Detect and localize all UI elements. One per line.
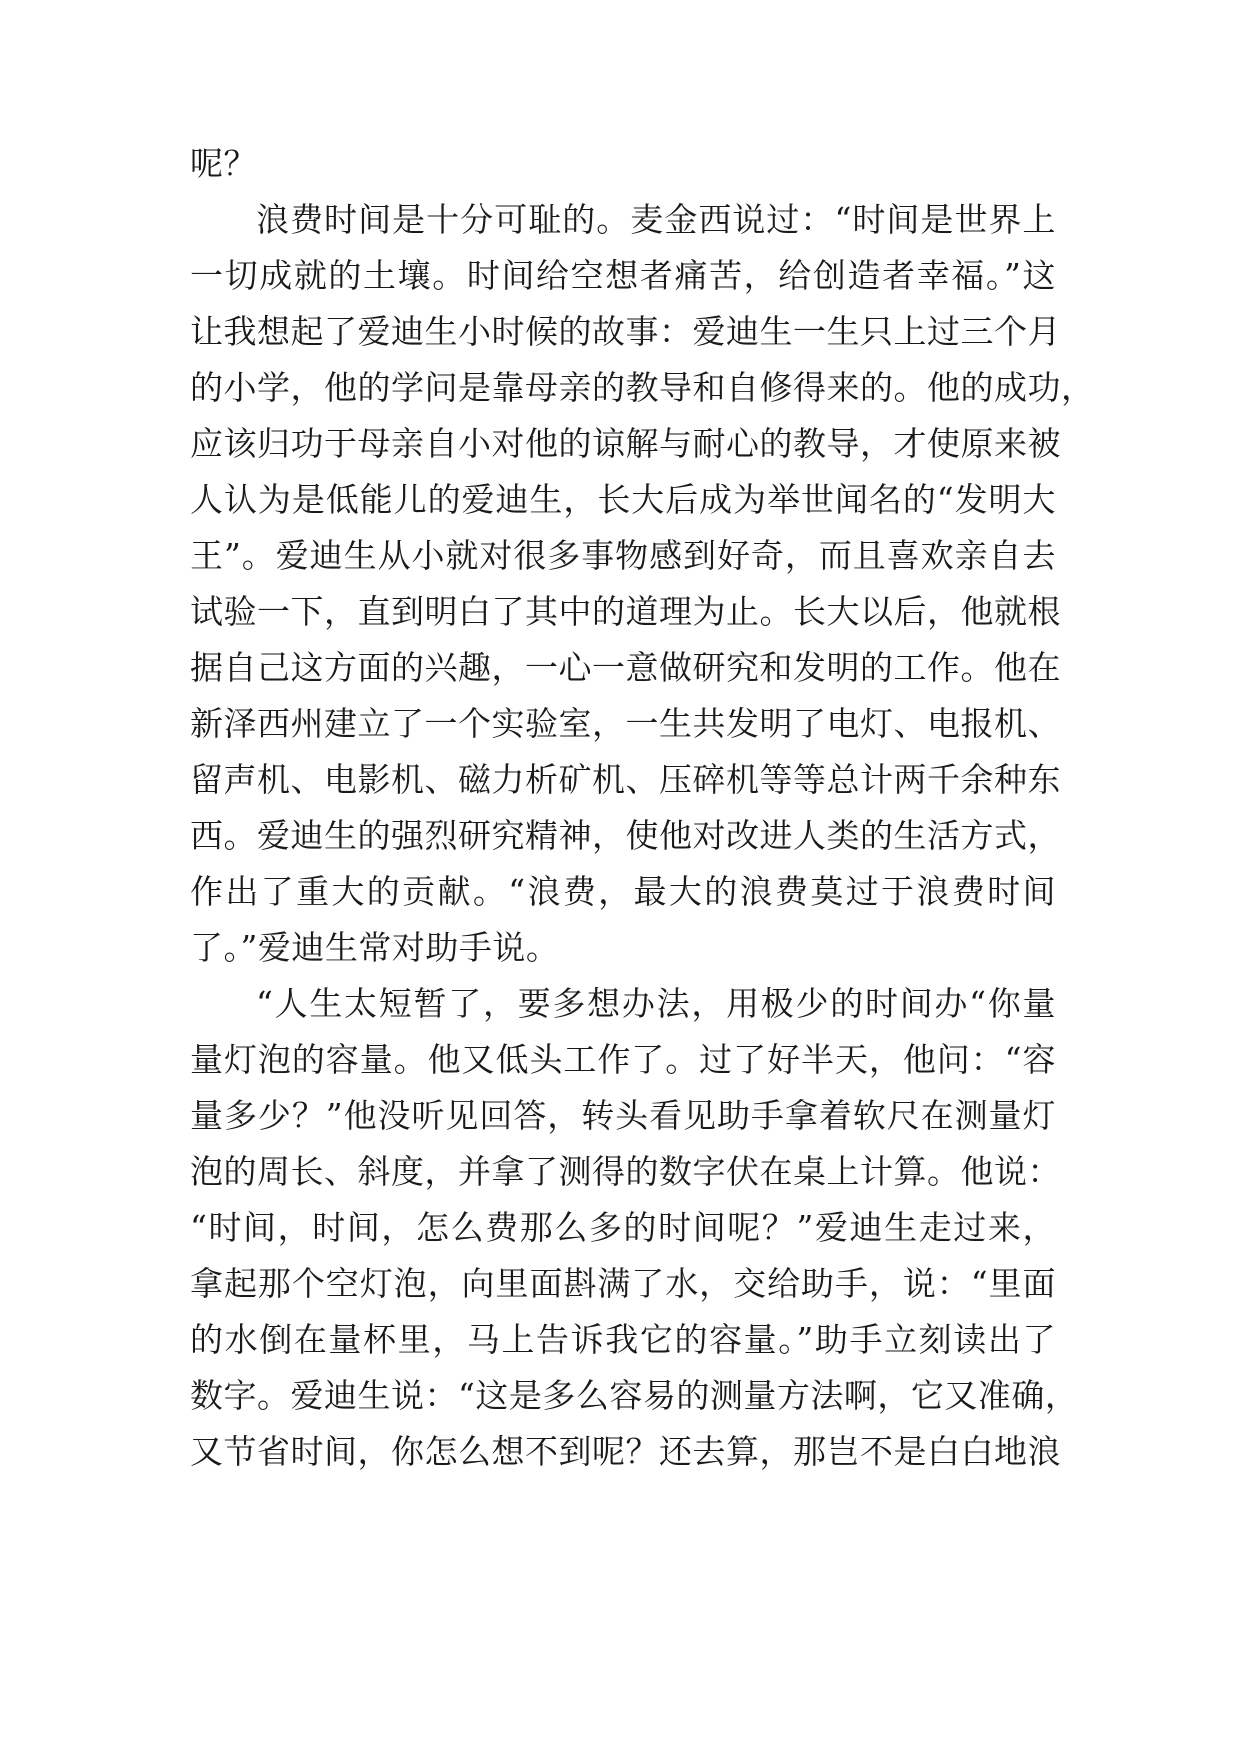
text-line: 让我想起了爱迪生小时候的故事：爱迪生一生只上过三个月	[190, 312, 1061, 351]
text-line: 了。”爱迪生常对助手说。	[190, 928, 560, 967]
text-line: 新泽西州建立了一个实验室，一生共发明了电灯、电报机、	[190, 704, 1061, 743]
text-line: 据自己这方面的兴趣，一心一意做研究和发明的工作。他在	[190, 648, 1061, 687]
text-line: “时间，时间，怎么费那么多的时间呢？”爱迪生走过来，	[190, 1208, 1056, 1247]
text-line: 泡的周长、斜度，并拿了测得的数字伏在桌上计算。他说：	[190, 1152, 1061, 1191]
text-line: 王”。爱迪生从小就对很多事物感到好奇，而且喜欢亲自去	[190, 536, 1056, 575]
text-line: 数字。爱迪生说：“这是多么容易的测量方法啊，它又准确，	[190, 1376, 1079, 1415]
text-line: 应该归功于母亲自小对他的谅解与耐心的教导，才使原来被	[190, 424, 1061, 463]
text-line: 一切成就的土壤。时间给空想者痛苦，给创造者幸福。”这	[190, 256, 1056, 295]
text-line: 人认为是低能儿的爱迪生，长大后成为举世闻名的“发明大	[190, 480, 1056, 519]
text-line: 量灯泡的容量。他又低头工作了。过了好半天，他问：“容	[190, 1040, 1056, 1079]
text-line: 量多少？”他没听见回答，转头看见助手拿着软尺在测量灯	[190, 1096, 1056, 1135]
text-line: 留声机、电影机、磁力析矿机、压碎机等等总计两千余种东	[190, 760, 1061, 799]
text-line: 西。爱迪生的强烈研究精神，使他对改进人类的生活方式，	[190, 816, 1061, 855]
text-line: 又节省时间，你怎么想不到呢？还去算，那岂不是白白地浪	[190, 1432, 1061, 1471]
text-line: 作出了重大的贡献。“浪费，最大的浪费莫过于浪费时间	[190, 872, 1056, 911]
text-line: 拿起那个空灯泡，向里面斟满了水，交给助手，说：“里面	[190, 1264, 1056, 1303]
text-line: 试验一下，直到明白了其中的道理为止。长大以后，他就根	[190, 592, 1061, 631]
text-line: 的水倒在量杯里，马上告诉我它的容量。”助手立刻读出了	[190, 1320, 1056, 1359]
text-line: 呢？	[190, 144, 257, 183]
paragraph-first-line: 浪费时间是十分可耻的。麦金西说过：“时间是世界上	[256, 200, 1056, 239]
text-line: 的小学，他的学问是靠母亲的教导和自修得来的。他的成功，	[190, 368, 1095, 407]
paragraph-first-line: “人生太短暂了，要多想办法，用极少的时间办“你量	[256, 984, 1056, 1023]
